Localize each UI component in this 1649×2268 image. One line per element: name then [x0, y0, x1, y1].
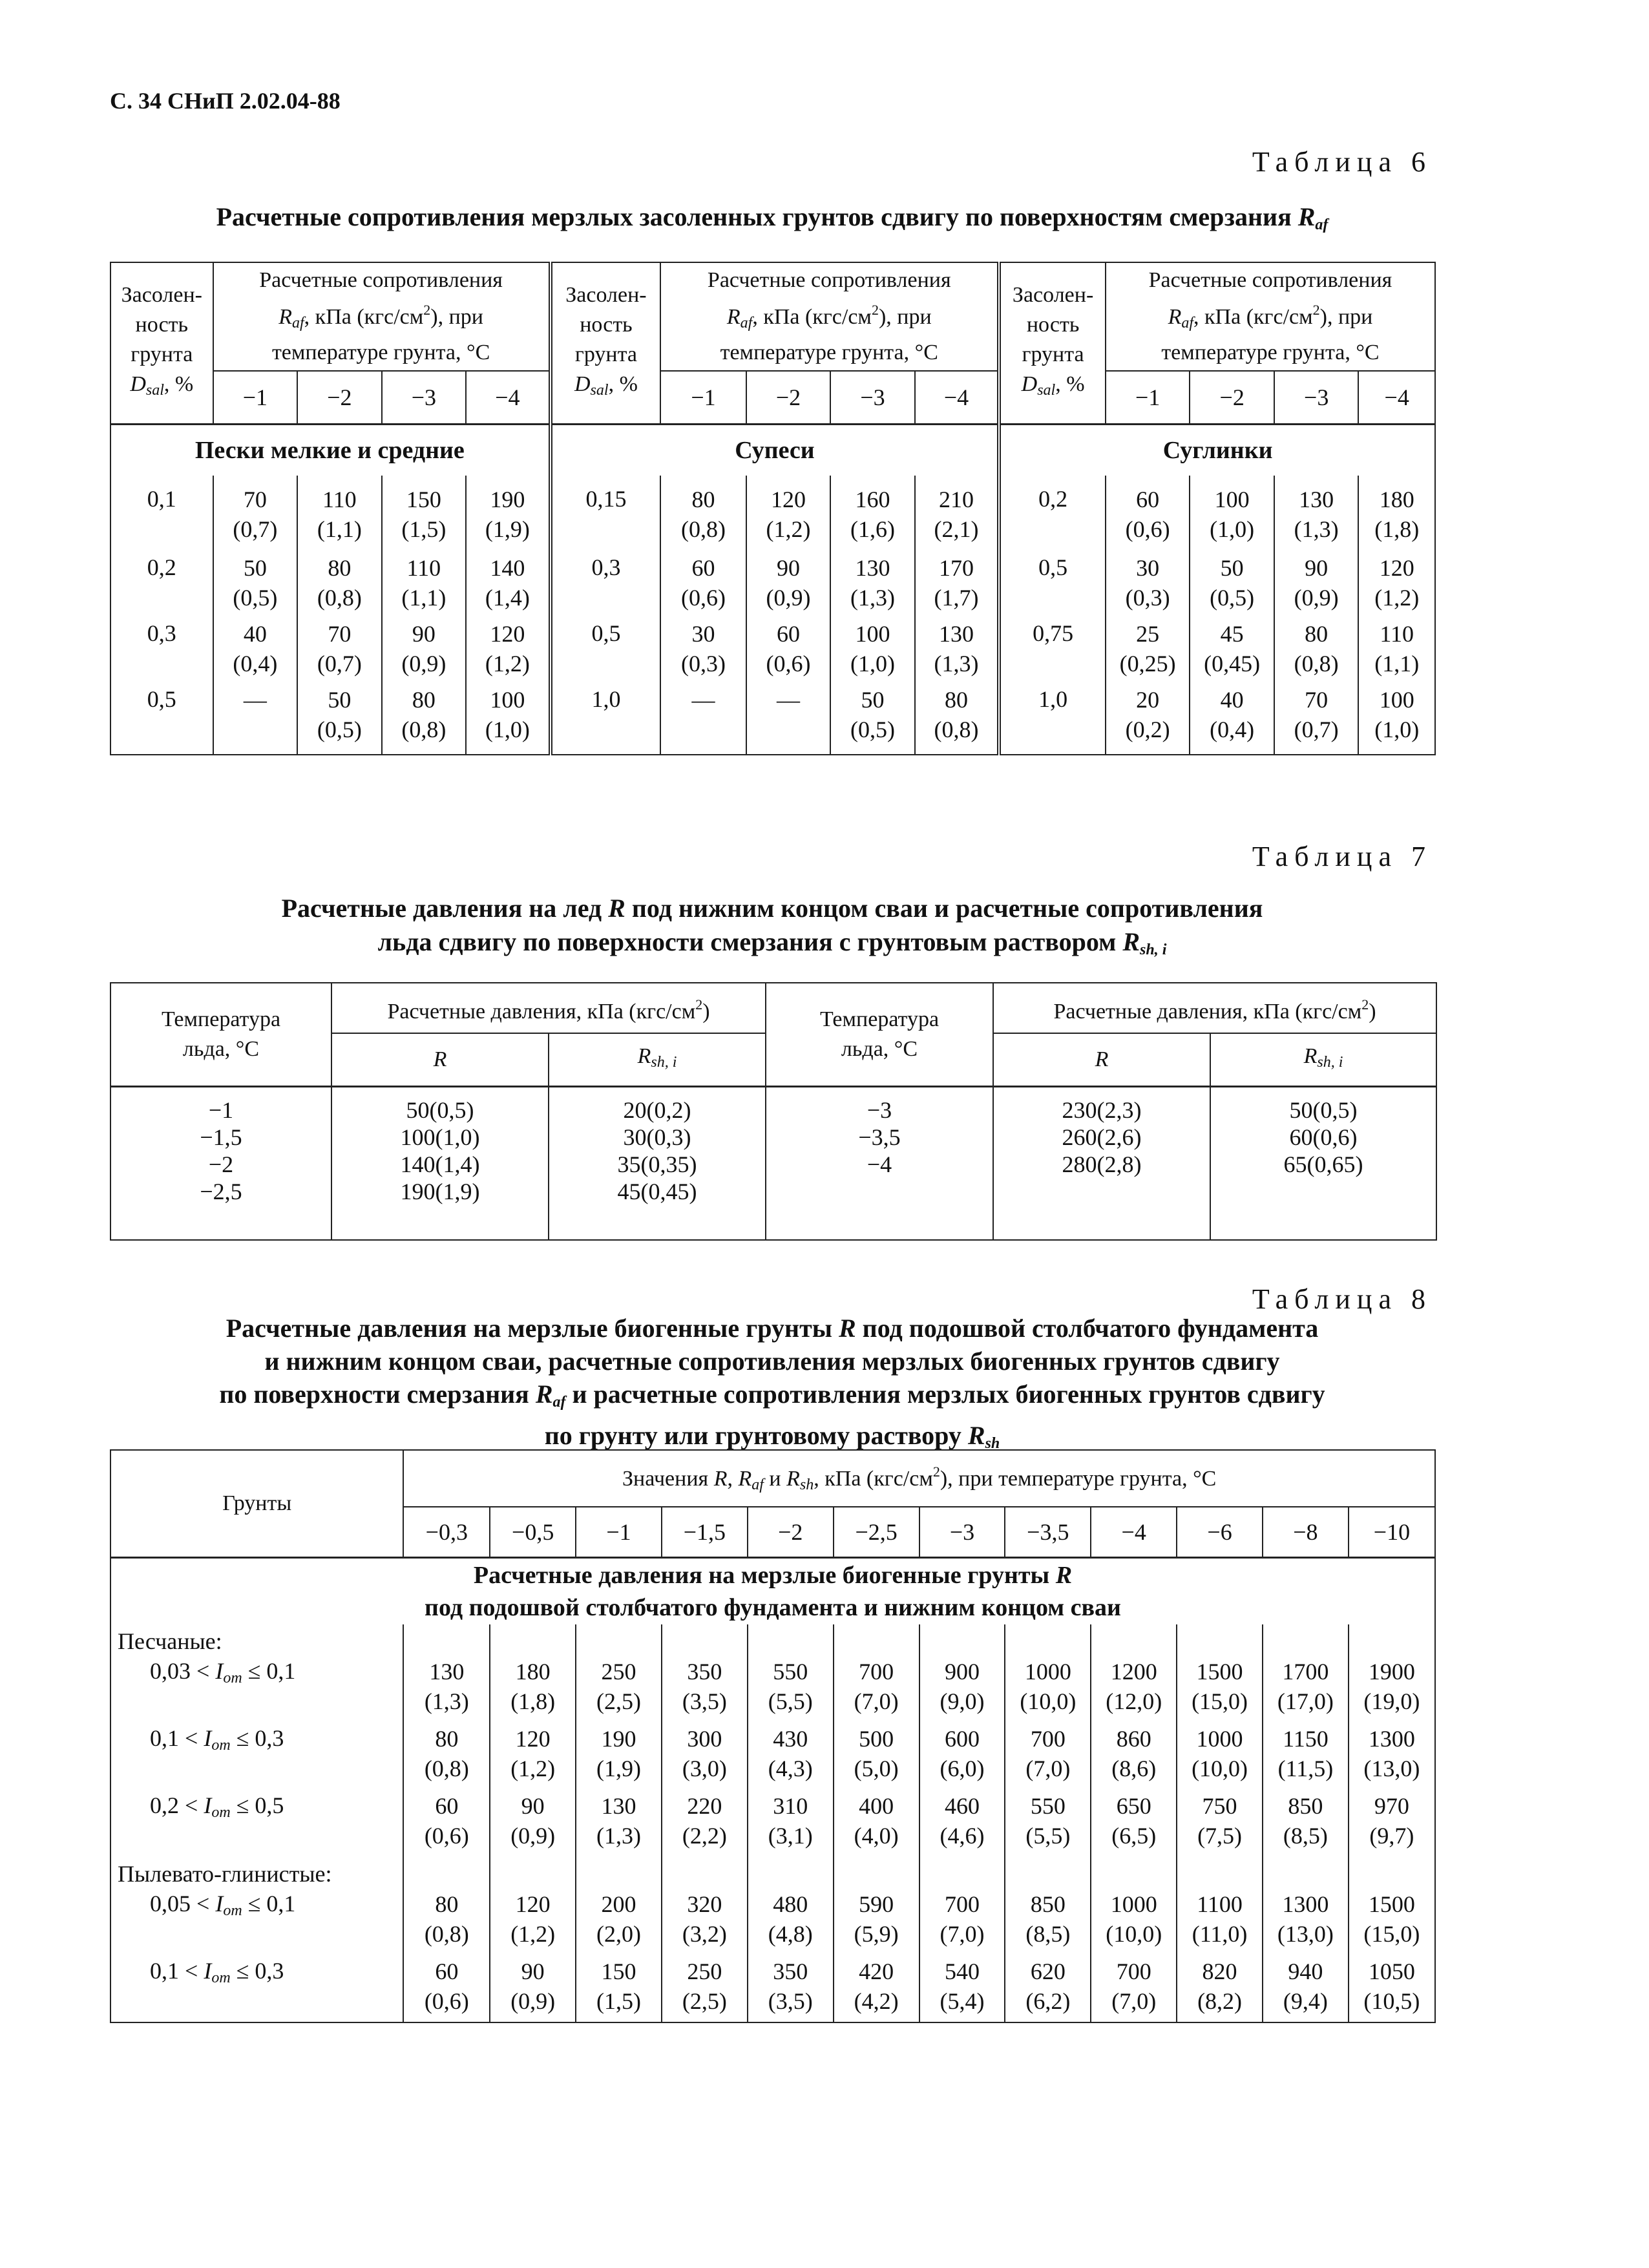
i-om-subscript: om [211, 1969, 231, 1986]
t7-temp-header-1: Температура льда, °С [110, 983, 331, 1086]
t6-value-cell: 90 (0,9) [1274, 552, 1359, 618]
t8-value-cell: 1300 (13,0) [1349, 1723, 1435, 1790]
t8-soil-range: $0,2 < I_{om} \le 0,5$ [150, 1792, 284, 1821]
i-om-subscript: om [223, 1670, 242, 1686]
t6-temp-header: −4 [1358, 371, 1435, 424]
t8-temp-header: −4 [1091, 1507, 1177, 1557]
i-om-symbol: I [204, 1958, 212, 1984]
t8-value-cell: 90 (0,9) [490, 1955, 576, 2022]
t8-value-cell: 150 (1,5) [576, 1955, 662, 2022]
t8-temp-header: −2,5 [834, 1507, 919, 1557]
t6-res-header-3: Расчетные сопротивления $R_{af}$, кПа $(кгс/см^2)$, при температуре грунта, °С [1106, 262, 1435, 371]
t6-value-cell: 160 (1,6) [830, 476, 915, 552]
t6-temp-header: −2 [297, 371, 382, 424]
t8-value-cell: 120 (1,2) [490, 1888, 576, 1955]
t8-value-cell: 350 (3,5) [662, 1655, 748, 1723]
t8-empty-cell [748, 1624, 834, 1655]
t7-r-col: 230(2,3) 260(2,6) 280(2,8) [993, 1086, 1210, 1240]
t6-value-cell: 80 (0,8) [915, 684, 1000, 755]
t6-temp-header: −2 [746, 371, 831, 424]
t8-value-cell: 60 (0,6) [403, 1955, 490, 2022]
t8-empty-cell [403, 1624, 490, 1655]
t6-value-cell: 30 (0,3) [660, 618, 746, 684]
t6-data-row [110, 476, 1435, 552]
t8-value-cell: 1700 (17,0) [1263, 1655, 1349, 1723]
t8-empty-cell [834, 1624, 919, 1655]
t6-salinity-cell: 1,0 [551, 684, 661, 755]
t8-soil-header: Грунты [110, 1450, 403, 1557]
i-om-subscript: om [211, 1804, 231, 1821]
t6-value-cell: 130 (1,3) [915, 618, 1000, 684]
table7-title: Расчетные давления на лед R под нижним концом сваи и расчетные сопротивления льда сдвигу по поверхности смерзания с грунтовым раствором $R_{sh, i}$ [281, 894, 1263, 958]
t8-data-row [110, 1655, 1435, 1723]
t6-value-cell: 180 (1,8) [1358, 476, 1435, 552]
t8-empty-cell [490, 1857, 576, 1888]
t6-value-cell: — [660, 684, 746, 755]
t6-value-cell: 100 (1,0) [1190, 476, 1274, 552]
t8-empty-cell [576, 1624, 662, 1655]
t8-temp-header: −10 [1349, 1507, 1435, 1557]
t8-soil-label [110, 1655, 403, 1723]
t8-soil-range: $0,03 < I_{om} \le 0,1$ [150, 1658, 296, 1686]
t6-value-cell: 110 (1,1) [382, 552, 467, 618]
t8-section-title: Расчетные давления на мерзлые биогенные грунты R под подошвой столбчатого фундамента и нижним концом сваи [110, 1557, 1435, 1624]
t6-value-cell: 90 (0,9) [746, 552, 831, 618]
t8-value-cell: 850 (8,5) [1263, 1790, 1349, 1857]
t6-temp-header: −3 [382, 371, 467, 424]
t8-temp-header: −0,3 [403, 1507, 490, 1557]
t8-value-cell: 940 (9,4) [1263, 1955, 1349, 2022]
t7-rsh-col: 20(0,2) 30(0,3) 35(0,35) 45(0,45) [549, 1086, 766, 1240]
t8-empty-cell [490, 1624, 576, 1655]
t7-press-header-2: Расчетные давления, кПа $(кгс/см^2)$ [993, 983, 1436, 1033]
t8-value-cell: 80 (0,8) [403, 1888, 490, 1955]
t6-value-cell: 60 (0,6) [1106, 476, 1190, 552]
t8-value-cell: 60 (0,6) [403, 1790, 490, 1857]
t7-col-rsh-1: $R_{sh, i}$ [549, 1033, 766, 1086]
table8-title: Расчетные давления на мерзлые биогенные грунты R под подошвой столбчатого фундамента и нижним концом сваи, расчетные сопротивления мерзлых биогенных грунтов сдвигу по поверхности смерзания $R_{af}$ и расчетные сопротивления мерзлых биогенных грунтов сдвигу по грунту или грунтовому раствору $R_{sh}$ [219, 1314, 1325, 1452]
t8-soil-label [110, 1955, 403, 2022]
t8-value-cell: 550 (5,5) [1005, 1790, 1091, 1857]
t6-temp-header: −2 [1190, 371, 1274, 424]
t8-value-cell: 200 (2,0) [576, 1888, 662, 1955]
t8-soil-label [110, 1723, 403, 1790]
t6-temp-header: −1 [660, 371, 746, 424]
t8-value-cell: 430 (4,3) [748, 1723, 834, 1790]
t7-col-rsh-2: $R_{sh, i}$ [1210, 1033, 1436, 1086]
t8-value-cell: 1000 (10,0) [1177, 1723, 1263, 1790]
t6-sal-header-2: Засолен- ность грунта $D_{sal}$, % [551, 262, 661, 424]
table6 [110, 262, 1436, 755]
t8-value-cell: 220 (2,2) [662, 1790, 748, 1857]
t6-value-cell: 50 (0,5) [213, 552, 298, 618]
t8-value-cell: 1000 (10,0) [1091, 1888, 1177, 1955]
t8-empty-cell [576, 1857, 662, 1888]
t6-salinity-cell: 0,5 [999, 552, 1106, 618]
i-om-symbol: I [215, 1658, 224, 1684]
table7-label: Таблица 7 [1252, 841, 1432, 872]
t6-value-cell: 70 (0,7) [1274, 684, 1359, 755]
t6-salinity-cell: 0,15 [551, 476, 661, 552]
t6-value-cell: 110 (1,1) [297, 476, 382, 552]
t8-value-cell: 310 (3,1) [748, 1790, 834, 1857]
t8-empty-cell [1091, 1624, 1177, 1655]
t6-salinity-cell: 0,5 [551, 618, 661, 684]
t6-value-cell: 80 (0,8) [1274, 618, 1359, 684]
t8-values-header: Значения R, $R_{af}$ и $R_{sh}$, кПа $(кгс/см^2)$, при температуре грунта, °С [403, 1450, 1435, 1507]
t7-temp-col: −3 −3,5 −4 [766, 1086, 993, 1240]
t8-temp-header: −8 [1263, 1507, 1349, 1557]
t8-temp-header: −3 [919, 1507, 1005, 1557]
t8-empty-cell [662, 1624, 748, 1655]
t6-value-cell: 120 (1,2) [746, 476, 831, 552]
t6-salinity-cell: 0,5 [110, 684, 213, 755]
t7-press-header-1: Расчетные давления, кПа $(кгс/см^2)$ [331, 983, 766, 1033]
t8-value-cell: 900 (9,0) [919, 1655, 1005, 1723]
t6-value-cell: 100 (1,0) [1358, 684, 1435, 755]
t8-data-row [110, 1723, 1435, 1790]
t6-salinity-cell: 1,0 [999, 684, 1106, 755]
t6-value-cell: 130 (1,3) [1274, 476, 1359, 552]
t6-temperature-row [110, 371, 1435, 424]
t8-empty-cell [748, 1857, 834, 1888]
t6-value-cell: 120 (1,2) [466, 618, 551, 684]
t8-empty-cell [1263, 1857, 1349, 1888]
t8-value-cell: 750 (7,5) [1177, 1790, 1263, 1857]
t6-sal-header-1: Засолен- ность грунта $D_{sal}$, % [110, 262, 213, 424]
t8-value-cell: 1150 (11,5) [1263, 1723, 1349, 1790]
t8-value-cell: 1500 (15,0) [1177, 1655, 1263, 1723]
table7 [110, 982, 1437, 1241]
t8-group-name: Песчаные: [110, 1624, 403, 1655]
t6-value-cell: 210 (2,1) [915, 476, 1000, 552]
t6-value-cell: 170 (1,7) [915, 552, 1000, 618]
t8-value-cell: 190 (1,9) [576, 1723, 662, 1790]
i-om-subscript: om [211, 1737, 231, 1754]
table6-title: Расчетные сопротивления мерзлых засоленных грунтов сдвигу по поверхностям смерзания $R_{af}$ [216, 202, 1329, 233]
t8-empty-cell [1349, 1857, 1435, 1888]
t7-data-row [110, 1086, 1436, 1240]
t8-value-cell: 350 (3,5) [748, 1955, 834, 2022]
t8-empty-cell [919, 1857, 1005, 1888]
t6-value-cell: 70 (0,7) [213, 476, 298, 552]
t8-value-cell: 860 (8,6) [1091, 1723, 1177, 1790]
t6-value-cell: 20 (0,2) [1106, 684, 1190, 755]
t8-value-cell: 1100 (11,0) [1177, 1888, 1263, 1955]
t6-temp-header: −3 [1274, 371, 1359, 424]
t8-value-cell: 500 (5,0) [834, 1723, 919, 1790]
t8-value-cell: 1200 (12,0) [1091, 1655, 1177, 1723]
t6-sal-header-3: Засолен- ность грунта $D_{sal}$, % [999, 262, 1106, 424]
t6-data-row [110, 684, 1435, 755]
t8-empty-cell [1177, 1624, 1263, 1655]
t6-temp-header: −4 [466, 371, 551, 424]
t8-empty-cell [1091, 1857, 1177, 1888]
t6-section-sandy-loam: Супеси [551, 424, 1000, 476]
t6-value-cell: 25 (0,25) [1106, 618, 1190, 684]
t6-data-row [110, 552, 1435, 618]
i-om-symbol: I [204, 1725, 212, 1751]
t8-empty-cell [662, 1857, 748, 1888]
t8-value-cell: 130 (1,3) [576, 1790, 662, 1857]
t8-group-row [110, 1857, 1435, 1888]
t8-soil-label [110, 1790, 403, 1857]
t8-value-cell: 590 (5,9) [834, 1888, 919, 1955]
t6-value-cell: 120 (1,2) [1358, 552, 1435, 618]
t8-value-cell: 620 (6,2) [1005, 1955, 1091, 2022]
t6-value-cell: 100 (1,0) [830, 618, 915, 684]
t8-value-cell: 400 (4,0) [834, 1790, 919, 1857]
t8-value-cell: 250 (2,5) [662, 1955, 748, 2022]
t8-value-cell: 130 (1,3) [403, 1655, 490, 1723]
t8-group-name: Пылевато-глинистые: [110, 1857, 403, 1888]
t6-section-sands: Пески мелкие и средние [110, 424, 551, 476]
table8 [110, 1449, 1436, 2023]
t8-soil-range: $0,1 < I_{om} \le 0,3$ [150, 1958, 284, 1986]
t8-soil-range: $0,1 < I_{om} \le 0,3$ [150, 1725, 284, 1754]
t8-value-cell: 1500 (15,0) [1349, 1888, 1435, 1955]
t6-value-cell: 80 (0,8) [660, 476, 746, 552]
t8-value-cell: 650 (6,5) [1091, 1790, 1177, 1857]
t6-value-cell: 50 (0,5) [297, 684, 382, 755]
t8-soil-range: $0,05 < I_{om} \le 0,1$ [150, 1891, 296, 1919]
t7-rsh-col: 50(0,5) 60(0,6) 65(0,65) [1210, 1086, 1436, 1240]
t8-value-cell: 600 (6,0) [919, 1723, 1005, 1790]
t8-temp-header: −0,5 [490, 1507, 576, 1557]
t8-temp-header: −1 [576, 1507, 662, 1557]
t6-value-cell: 80 (0,8) [297, 552, 382, 618]
table8-label: Таблица 8 [1252, 1283, 1432, 1315]
t8-temp-header: −6 [1177, 1507, 1263, 1557]
t6-salinity-cell: 0,75 [999, 618, 1106, 684]
t8-value-cell: 320 (3,2) [662, 1888, 748, 1955]
t8-value-cell: 1300 (13,0) [1263, 1888, 1349, 1955]
t7-temp-header-2: Температура льда, °С [766, 983, 993, 1086]
t8-value-cell: 420 (4,2) [834, 1955, 919, 2022]
t8-data-row [110, 1790, 1435, 1857]
t6-salinity-cell: 0,3 [551, 552, 661, 618]
t8-empty-cell [834, 1857, 919, 1888]
t6-value-cell: 110 (1,1) [1358, 618, 1435, 684]
page-header: С. 34 СНиП 2.02.04-88 [110, 88, 341, 114]
t8-value-cell: 850 (8,5) [1005, 1888, 1091, 1955]
t6-value-cell: 80 (0,8) [382, 684, 467, 755]
t8-value-cell: 970 (9,7) [1349, 1790, 1435, 1857]
t6-value-cell: 100 (1,0) [466, 684, 551, 755]
t8-empty-cell [1263, 1624, 1349, 1655]
t8-value-cell: 90 (0,9) [490, 1790, 576, 1857]
t6-value-cell: 50 (0,5) [1190, 552, 1274, 618]
t6-data-row [110, 618, 1435, 684]
t8-value-cell: 80 (0,8) [403, 1723, 490, 1790]
t6-section-loam: Суглинки [999, 424, 1435, 476]
t6-value-cell: 45 (0,45) [1190, 618, 1274, 684]
i-om-subscript: om [223, 1902, 242, 1919]
t8-empty-cell [1177, 1857, 1263, 1888]
t7-col-r-2: R [993, 1033, 1210, 1086]
t8-value-cell: 1050 (10,5) [1349, 1955, 1435, 2022]
t8-value-cell: 300 (3,0) [662, 1723, 748, 1790]
t6-res-header-1: Расчетные сопротивления $R_{af}$, кПа $(кгс/см^2)$, при температуре грунта, °С [213, 262, 551, 371]
t8-value-cell: 1900 (19,0) [1349, 1655, 1435, 1723]
t6-value-cell: — [746, 684, 831, 755]
t7-r-col: 50(0,5) 100(1,0) 140(1,4) 190(1,9) [331, 1086, 549, 1240]
t7-col-r-1: R [331, 1033, 549, 1086]
t6-value-cell: 40 (0,4) [213, 618, 298, 684]
t6-value-cell: 40 (0,4) [1190, 684, 1274, 755]
t6-salinity-cell: 0,3 [110, 618, 213, 684]
t6-temp-header: −1 [213, 371, 298, 424]
t8-value-cell: 120 (1,2) [490, 1723, 576, 1790]
t6-value-cell: 130 (1,3) [830, 552, 915, 618]
t6-value-cell: 60 (0,6) [746, 618, 831, 684]
t6-value-cell: — [213, 684, 298, 755]
i-om-symbol: I [204, 1792, 212, 1818]
t6-value-cell: 150 (1,5) [382, 476, 467, 552]
t6-value-cell: 90 (0,9) [382, 618, 467, 684]
t8-temp-header: −2 [748, 1507, 834, 1557]
t6-salinity-cell: 0,2 [999, 476, 1106, 552]
t8-value-cell: 180 (1,8) [490, 1655, 576, 1723]
t8-value-cell: 460 (4,6) [919, 1790, 1005, 1857]
t8-empty-cell [919, 1624, 1005, 1655]
t8-value-cell: 480 (4,8) [748, 1888, 834, 1955]
t8-value-cell: 550 (5,5) [748, 1655, 834, 1723]
t8-value-cell: 700 (7,0) [834, 1655, 919, 1723]
t8-value-cell: 540 (5,4) [919, 1955, 1005, 2022]
t8-soil-label [110, 1888, 403, 1955]
t6-temp-header: −1 [1106, 371, 1190, 424]
t6-value-cell: 60 (0,6) [660, 552, 746, 618]
t8-value-cell: 700 (7,0) [1091, 1955, 1177, 2022]
t8-group-row [110, 1624, 1435, 1655]
t8-temp-header: −3,5 [1005, 1507, 1091, 1557]
i-om-symbol: I [215, 1891, 224, 1916]
t8-empty-cell [1349, 1624, 1435, 1655]
t6-salinity-cell: 0,2 [110, 552, 213, 618]
t8-value-cell: 700 (7,0) [919, 1888, 1005, 1955]
t8-value-cell: 250 (2,5) [576, 1655, 662, 1723]
t8-empty-cell [1005, 1624, 1091, 1655]
t6-value-cell: 140 (1,4) [466, 552, 551, 618]
t8-data-row [110, 1888, 1435, 1955]
t6-value-cell: 50 (0,5) [830, 684, 915, 755]
t6-temp-header: −3 [830, 371, 915, 424]
t8-data-row [110, 1955, 1435, 2022]
t6-value-cell: 70 (0,7) [297, 618, 382, 684]
t8-value-cell: 1000 (10,0) [1005, 1655, 1091, 1723]
t6-res-header-2: Расчетные сопротивления $R_{af}$, кПа $(кгс/см^2)$, при температуре грунта, °С [660, 262, 999, 371]
t6-salinity-cell: 0,1 [110, 476, 213, 552]
t8-temp-header: −1,5 [662, 1507, 748, 1557]
t8-value-cell: 700 (7,0) [1005, 1723, 1091, 1790]
t8-empty-cell [1005, 1857, 1091, 1888]
t7-temp-col: −1 −1,5 −2 −2,5 [110, 1086, 331, 1240]
t8-empty-cell [403, 1857, 490, 1888]
t6-value-cell: 30 (0,3) [1106, 552, 1190, 618]
t6-value-cell: 190 (1,9) [466, 476, 551, 552]
t8-value-cell: 820 (8,2) [1177, 1955, 1263, 2022]
t6-temp-header: −4 [915, 371, 1000, 424]
table6-label: Таблица 6 [1252, 146, 1432, 178]
